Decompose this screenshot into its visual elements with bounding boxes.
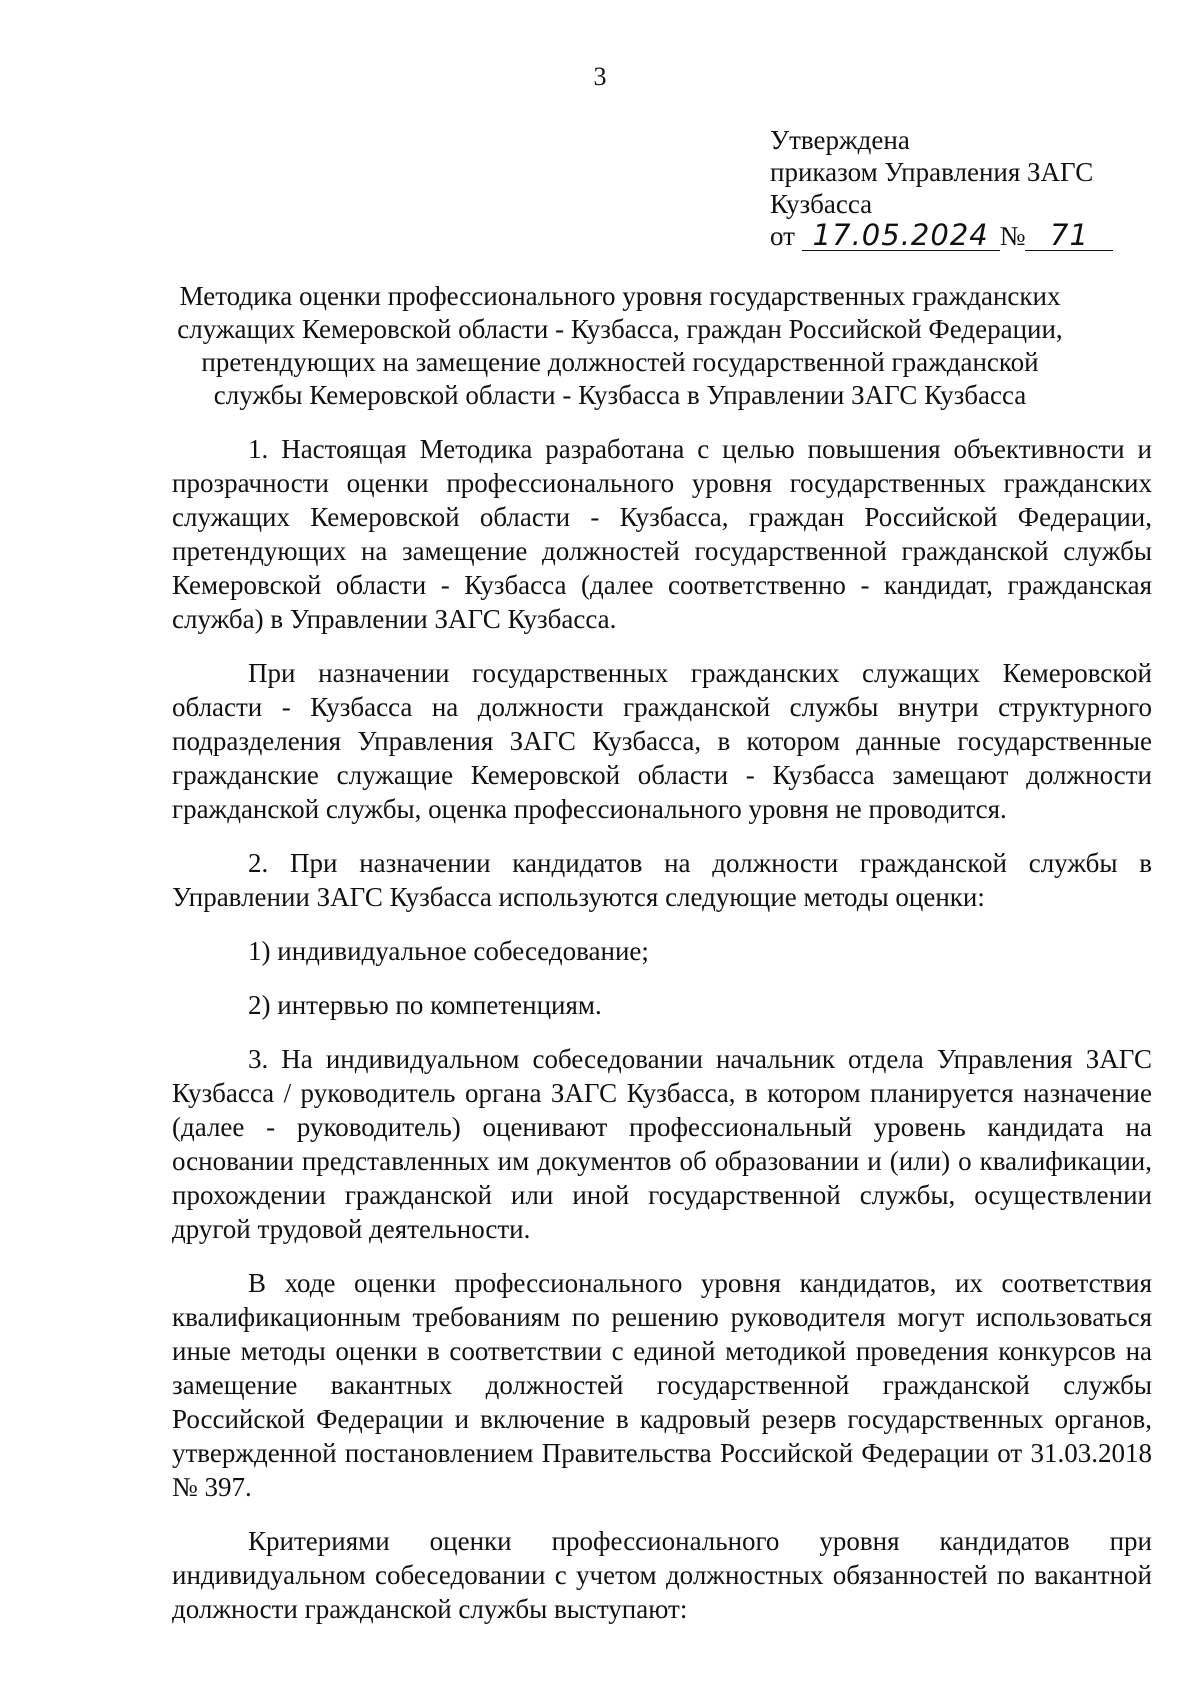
approval-stamp-block [770,124,1150,252]
title-line: служащих Кемеровской области - Кузбасса, граждан Российской Федерации, [177,314,1063,344]
date-prefix: от [770,221,795,251]
handwritten-date: 17.05.2024 [802,220,1000,251]
number-sign: № [999,221,1026,251]
title-line: службы Кемеровской области - Кузбасса в Управлении ЗАГС Кузбасса [213,380,1027,410]
handwritten-number: 71 [1025,220,1113,251]
approval-line-approved: Утверждена [770,125,910,155]
list-item-interview: 1) индивидуальное собеседование; [248,936,649,966]
paragraph-3-methods: В ходе оценки профессионального уровня кандидатов, их соответствия квалификационным требованиям по решению руководителя могут использоваться иные методы оценки в соответствии с единой методикой проведения конкурсов на замещение вакантных должностей государственной гражданской службы Российской Федерации и включение в кадровый резерв государственных органов, утвержденной постановлением Правительства Российской Федерации от 31.03.2018 № 397. [172,1268,1152,1502]
paragraph-2: 2. При назначении кандидатов на должности гражданской службы в Управлении ЗАГС Кузбасса используются следующие методы оценки: [172,848,1152,912]
approval-line-order: приказом Управления ЗАГС [770,157,1094,187]
paragraph-1: 1. Настоящая Методика разработана с целью повышения объективности и прозрачности оценки профессионального уровня государственных гражданских служащих Кемеровской области - Кузбасса, граждан Российской Федерации, претендующих на замещение должностей государственной гражданской службы Кемеровской области - Кузбасса (далее соответственно - кандидат, гражданская служба) в Управлении ЗАГС Кузбасса. [172,434,1152,634]
page-number: 3 [593,62,607,91]
document-title [150,280,1090,412]
approval-line-region: Кузбасса [770,189,873,219]
document-body [172,432,1152,1646]
list-item-competency-interview: 2) интервью по компетенциям. [248,990,602,1020]
paragraph-3-criteria: Критериями оценки профессионального уровня кандидатов при индивидуальном собеседовании с учетом должностных обязанностей по вакантной должности гражданской службы выступают: [172,1526,1152,1624]
approval-date-line [770,220,1150,252]
title-line: претендующих на замещение должностей государственной гражданской [201,347,1039,377]
title-line: Методика оценки профессионального уровня государственных гражданских [179,281,1061,311]
paragraph-1-note: При назначении государственных гражданских служащих Кемеровской области - Кузбасса на должности гражданской службы внутри структурного подразделения Управления ЗАГС Кузбасса, в котором данные государственные гражданские служащие Кемеровской области - Кузбасса замещают должности гражданской службы, оценка профессионального уровня не проводится. [172,658,1152,824]
paragraph-3: 3. На индивидуальном собеседовании начальник отдела Управления ЗАГС Кузбасса / руководитель органа ЗАГС Кузбасса, в котором планируется назначение (далее - руководитель) оценивают профессиональный уровень кандидата на основании представленных им документов об образовании и (или) о квалификации, прохождении гражданской или иной государственной службы, осуществлении другой трудовой деятельности. [172,1044,1152,1244]
